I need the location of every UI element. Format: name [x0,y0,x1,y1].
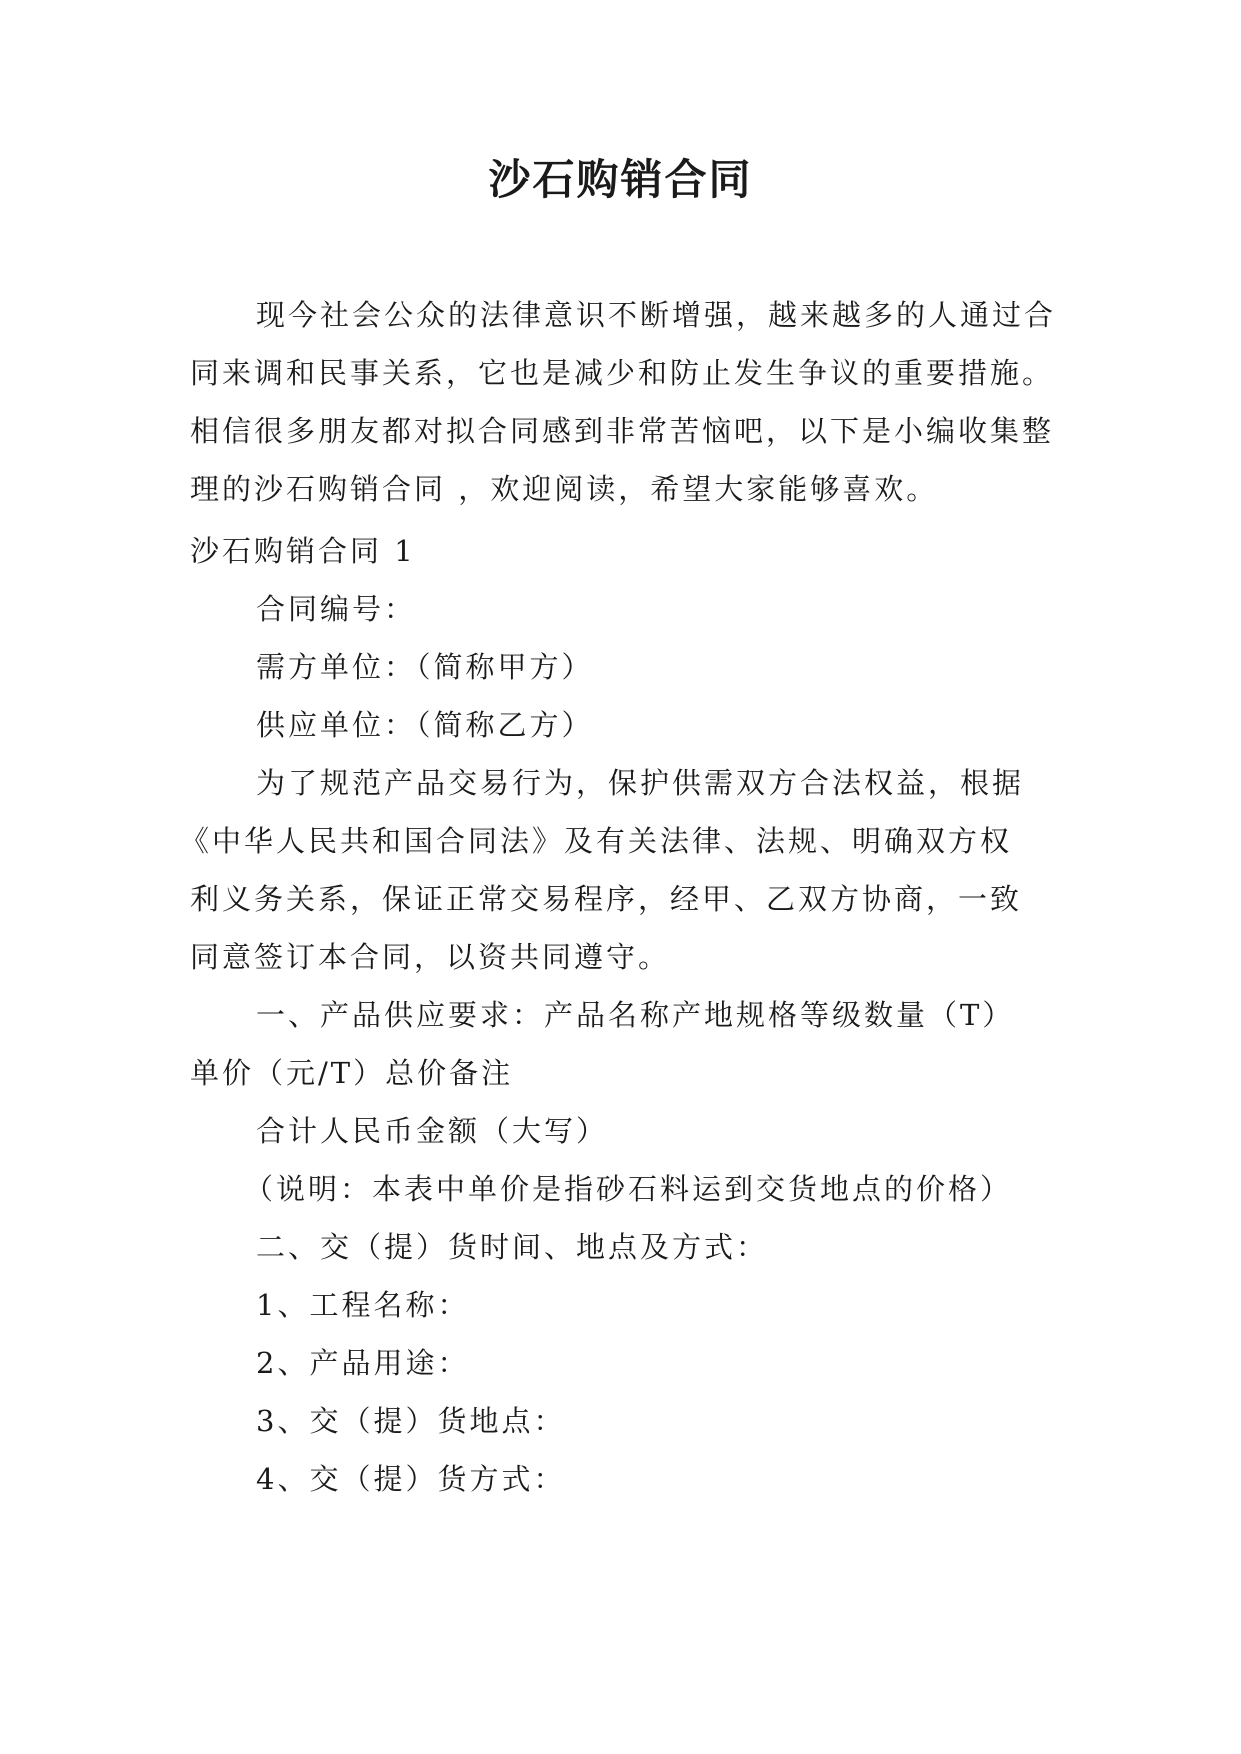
clause-1-line: 一、产品供应要求：产品名称产地规格等级数量（T） [256,998,1015,1032]
document-title: 沙石购销合同 [488,155,753,204]
price-note: （说明：本表中单价是指砂石料运到交货地点的价格） [244,1172,1013,1206]
list-item: 2、产品用途： [256,1346,470,1380]
section-heading: 沙石购销合同 1 [190,534,416,568]
list-item: 1、工程名称： [256,1288,470,1322]
purpose-line: 为了规范产品交易行为，保护供需双方合法权益，根据 [256,766,1025,800]
intro-paragraph [190,286,1070,518]
intro-text: 现今社会公众的法律意识不断增强，越来越多的人通过合同来调和民事关系，它也是减少和防止发生争议的重要措施。相信很多朋友都对拟合同感到非常苦恼吧，以下是小编收集整理的沙石购销合同 ，欢迎阅读，希望大家能够喜欢。 [190,298,1057,506]
list-item: 4、交（提）货方式： [256,1462,566,1496]
total-amount-label: 合计人民币金额（大写） [256,1114,609,1148]
supplier-label: 供应单位：（简称乙方） [256,708,594,742]
buyer-label: 需方单位：（简称甲方） [256,650,594,684]
contract-number-label: 合同编号： [256,592,417,626]
purpose-line: 同意签订本合同，以资共同遵守。 [190,940,671,974]
purpose-line: 利义务关系，保证正常交易程序，经甲、乙双方协商，一致 [190,882,1023,916]
clause-2-heading: 二、交（提）货时间、地点及方式： [256,1230,769,1264]
list-item: 3、交（提）货地点： [256,1404,566,1438]
clause-1-line: 单价（元/T）总价备注 [190,1056,514,1090]
purpose-line: 《中华人民共和国合同法》及有关法律、法规、明确双方权 [180,824,1013,858]
